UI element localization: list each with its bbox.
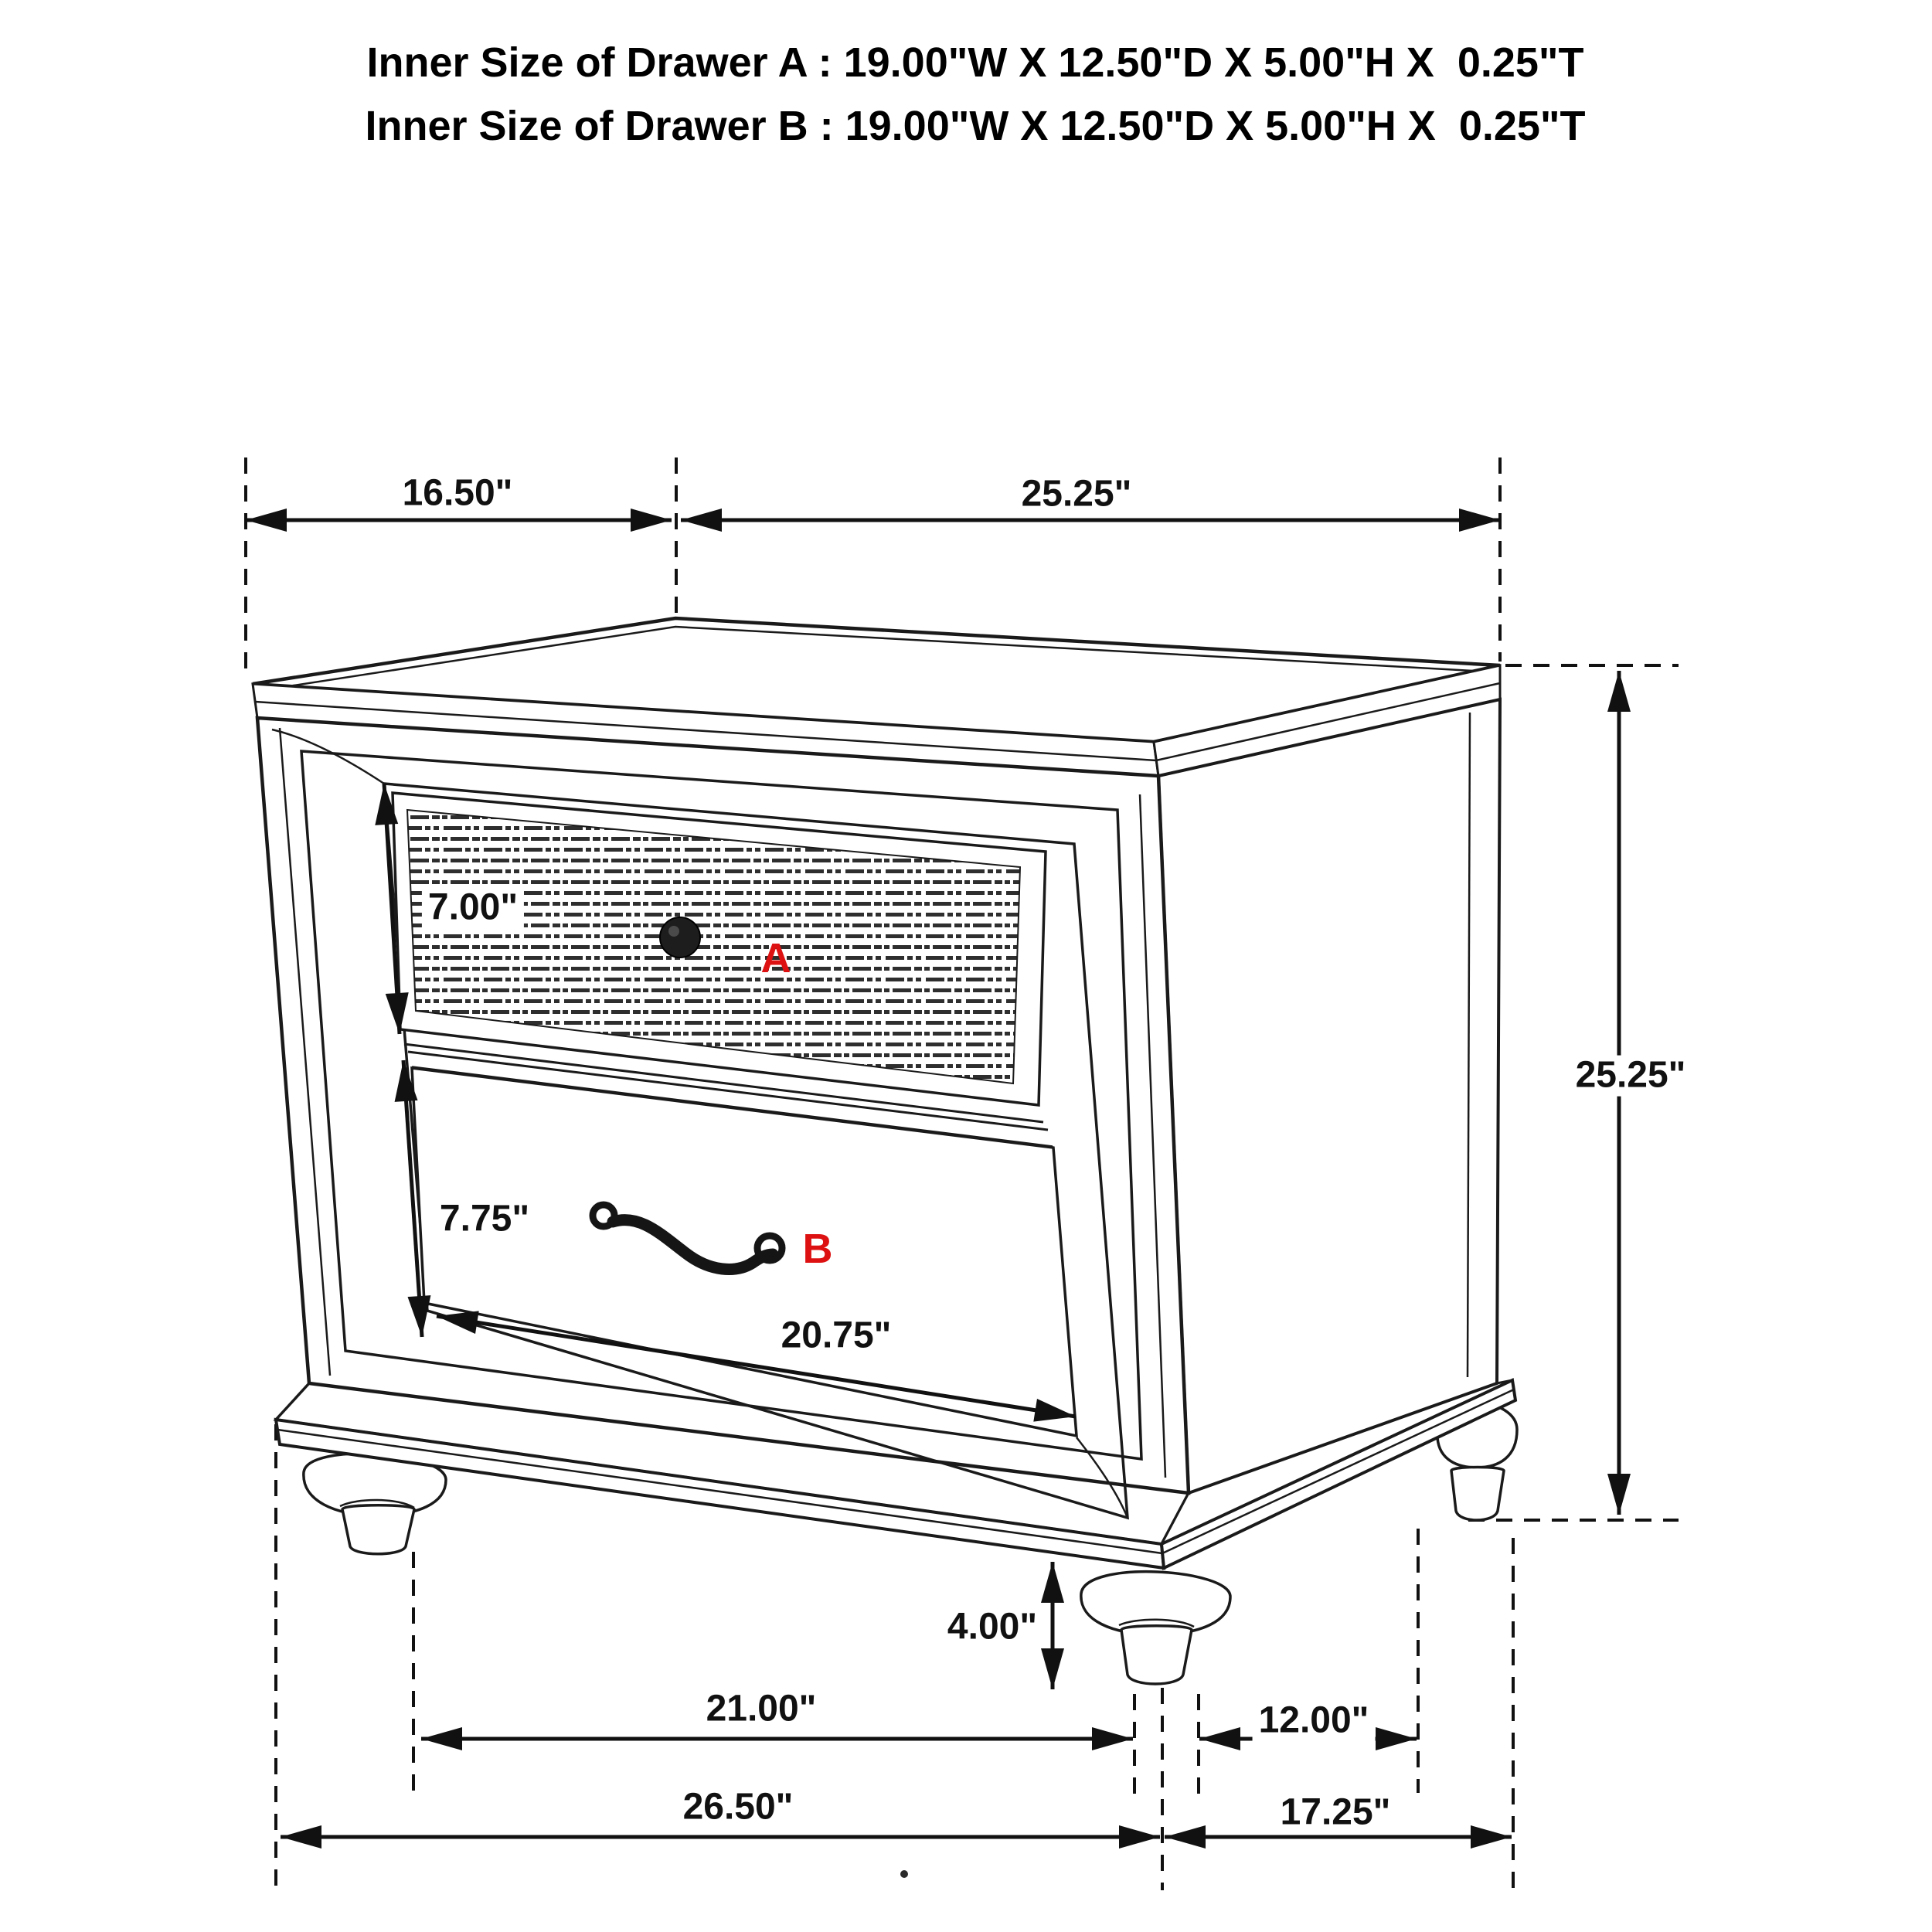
dim-label-leg-height: 4.00" [941,1607,1043,1648]
side-face [1158,699,1500,1493]
dim-label-top-depth: 16.50" [396,474,519,515]
front-right-leg [1081,1572,1230,1684]
drawer-a-knob-highlight [668,926,679,937]
dim-label-side-leg-span: 12.00" [1253,1701,1376,1742]
drawer-a-knob [660,917,700,957]
drawer-a-letter: A [760,935,791,981]
title-drawer-b-size: Inner Size of Drawer B : 19.00"W X 12.50"D X 5.00"H X 0.25"T [365,103,1586,149]
dim-label-overall-width: 26.50" [677,1787,800,1828]
dim-label-overall-depth: 17.25" [1274,1793,1397,1834]
stray-mark [900,1870,908,1878]
front-left-leg [304,1454,446,1554]
title-drawer-a-size: Inner Size of Drawer A : 19.00"W X 12.50"D X 5.00"H X 0.25"T [366,39,1584,86]
side-panel [1158,699,1500,1493]
dim-label-front-leg-span: 21.00" [700,1689,823,1730]
dim-label-top-width: 25.25" [1015,474,1138,515]
dim-label-drawer-a-height: 7.00" [422,888,524,929]
drawer-b-letter: B [802,1226,833,1272]
dim-label-drawer-b-width: 20.75" [775,1316,898,1357]
dim-label-drawer-b-height: 7.75" [434,1199,536,1240]
dim-label-overall-height: 25.25" [1570,1056,1692,1097]
